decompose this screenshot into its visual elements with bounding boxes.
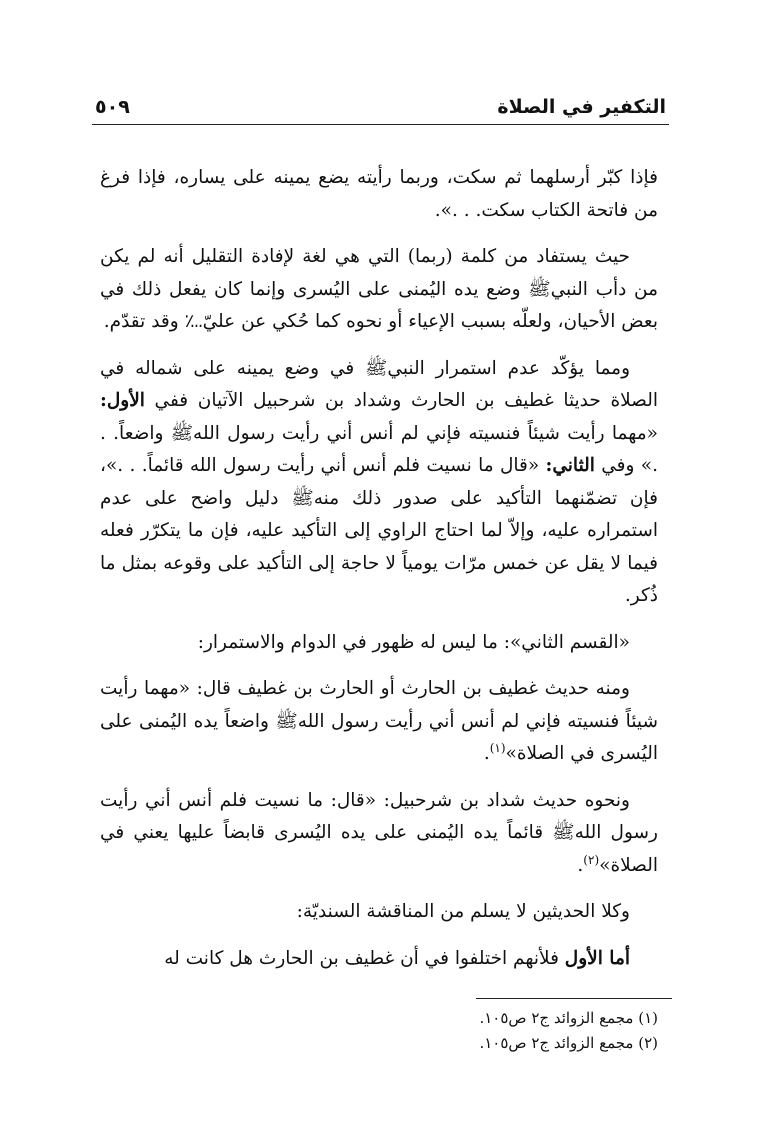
paragraph-1: فإذا كبّر أرسلهما ثم سكت، وربما رأيته يضع يمينه على يساره، فإذا فرغ من فاتحة الكتاب سكت. . .».: [100, 167, 658, 221]
label-as-for-first: أما الأول: [564, 947, 630, 969]
paragraph-3-text-a: ومما يؤكّد عدم استمرار النبيﷺ في وضع يمينه على شماله في الصلاة حديثا غطيف بن الحارث وشداد بن شرحبيل الآتيان ففي: [100, 357, 658, 411]
paragraph-2: حيث يستفاد من كلمة (ربما) التي هي لغة لإفادة التقليل أنه لم يكن من دأب النبيﷺ وضع يده اليُمنى على اليُسرى وإنما كان يفعل ذلك في بعض الأحيان، ولعلّه بسبب الإعياء أو نحوه كما حُكي عن عليّ؊ وقد تقدّم.: [100, 246, 658, 332]
paragraph-3: [100, 353, 658, 613]
paragraph-7: وكلا الحديثين لا يسلم من المناقشة السنديّة:: [296, 901, 630, 922]
body-text: [100, 162, 658, 975]
header-rule: [92, 124, 669, 125]
running-head: التكفير في الصلاة: [497, 96, 666, 118]
label-second: الثاني:: [545, 455, 595, 476]
paragraph-6-text: ونحوه حديث شداد بن شرحبيل: «قال: ما نسيت فلم أنس أني رأيت رسول اللهﷺ قائماً يده اليُمنى على يده اليُسرى قابضاً عليها يعني في الصلاة»: [100, 789, 658, 876]
paragraph-4: «القسم الثاني»: ما ليس له ظهور في الدوام والاستمرار:: [197, 631, 630, 653]
paragraph-3-text-b: «مهما رأيت شيئاً فنسيته فإني لم أنس أني رأيت رسول اللهﷺ واضعاً. . .» وفي: [100, 422, 658, 476]
paragraph-3-text-c: «قال ما نسيت فلم أنس أني رأيت رسول الله قائماً. . .»، فإن تضمّنهما التأكيد على صدور ذلك منهﷺ دليل واضح على عدم استمراره عليه، وإلاّ لما احتاج الراوي إلى التأكيد عليه، فإن ما يتكرّر فعله فيما لا يقل عن خمس مرّات يومياً لا حاجة إلى التأكيد على وقوعه بمثل ما ذُكر.: [100, 455, 658, 606]
paragraph-5-text: ومنه حديث غطيف بن الحارث أو الحارث بن غطيف قال: «مهما رأيت شيئاً فنسيته فإني لم أنس أني رأيت رسول اللهﷺ واضعاً يده اليُمنى على اليُسرى في الصلاة»: [100, 678, 658, 764]
footnote-1: (١) مجمع الزوائد ج٢ ص١٠٥.: [479, 1009, 658, 1027]
paragraph-5-end: .: [483, 743, 490, 764]
label-first: الأول:: [100, 390, 145, 411]
page-number: ٥٠٩: [95, 96, 130, 118]
footnotes: [100, 1006, 658, 1056]
paragraph-6-end: .: [577, 854, 584, 876]
footnote-rule: [476, 998, 672, 999]
footnote-2: (٢) مجمع الزوائد ج٢ ص١٠٥.: [479, 1034, 658, 1052]
paragraph-8: [100, 943, 658, 976]
paragraph-5: [100, 673, 658, 771]
paragraph-6: [100, 785, 658, 883]
footnote-ref-2[interactable]: (٢): [583, 852, 600, 867]
paragraph-8-text: فلأنهم اختلفوا في أن غطيف بن الحارث هل كانت له: [164, 947, 565, 969]
footnote-ref-1[interactable]: (١): [489, 740, 506, 755]
page-header: [95, 82, 666, 118]
